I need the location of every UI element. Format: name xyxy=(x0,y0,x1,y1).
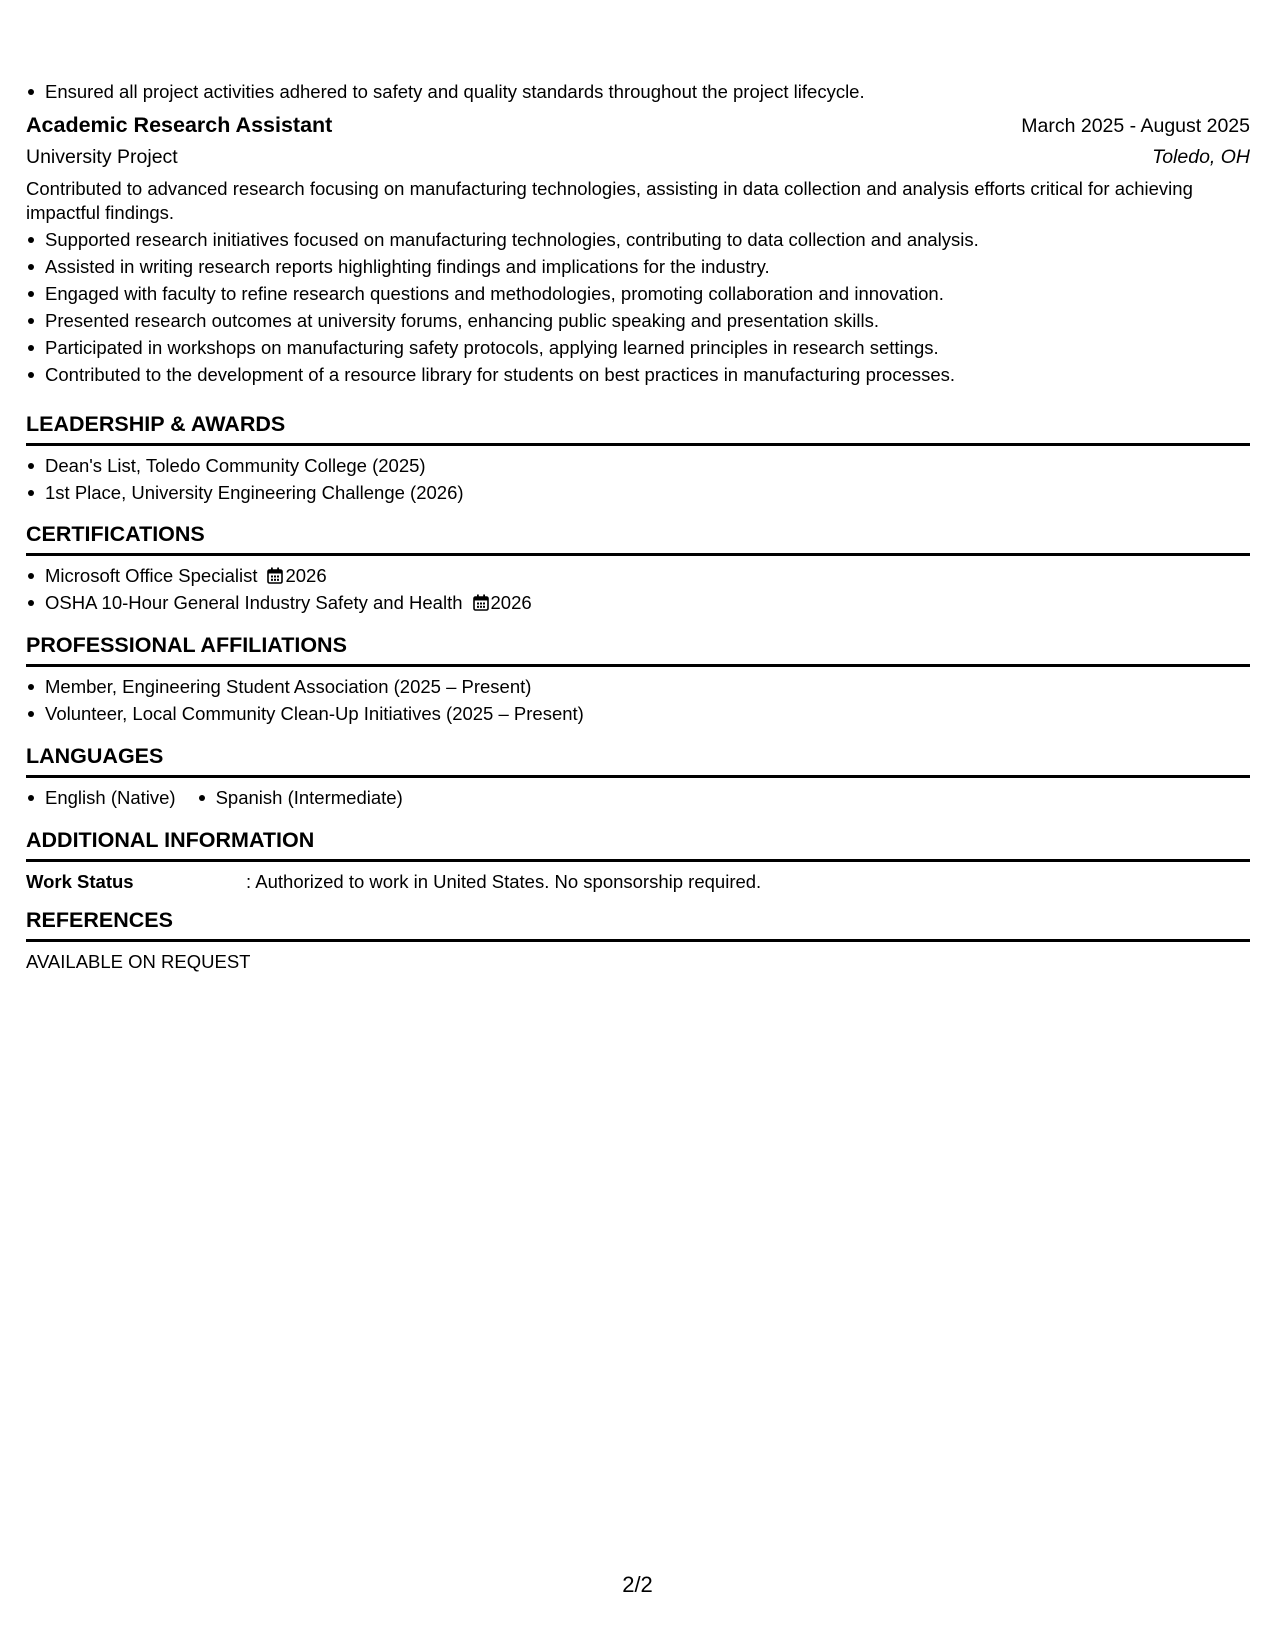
calendar-icon xyxy=(473,594,489,611)
certifications-section xyxy=(26,521,1250,616)
job-dates: March 2025 - August 2025 xyxy=(1021,115,1250,137)
job-title: Academic Research Assistant xyxy=(26,113,333,137)
list-item: Spanish (Intermediate) xyxy=(197,784,403,811)
research-job xyxy=(26,113,1250,388)
section-heading: CERTIFICATIONS xyxy=(26,521,1250,556)
list-item: Assisted in writing research reports highlighting findings and implications for the industry. xyxy=(26,253,1250,280)
leadership-section xyxy=(26,411,1250,506)
work-status-value: : Authorized to work in United States. No sponsorship required. xyxy=(246,871,762,892)
job-organization: University Project xyxy=(26,146,178,168)
list-item: Volunteer, Local Community Clean-Up Initiatives (2025 – Present) xyxy=(26,700,1250,727)
list-item xyxy=(26,562,1250,589)
list-item xyxy=(26,589,1250,616)
section-heading: ADDITIONAL INFORMATION xyxy=(26,827,1250,862)
certification-name: Microsoft Office Specialist xyxy=(45,565,258,586)
references-section xyxy=(26,907,1250,975)
certification-name: OSHA 10-Hour General Industry Safety and Health xyxy=(45,592,463,613)
leadership-list xyxy=(26,452,1250,506)
certification-year: 2026 xyxy=(490,592,532,613)
list-item: 1st Place, University Engineering Challenge (2026) xyxy=(26,479,1250,506)
job-header xyxy=(26,113,1250,138)
list-item: Member, Engineering Student Association (2025 – Present) xyxy=(26,673,1250,700)
work-status-row xyxy=(26,868,1250,895)
section-heading: LEADERSHIP & AWARDS xyxy=(26,411,1250,446)
work-status-label: Work Status xyxy=(26,871,134,892)
job-location: Toledo, OH xyxy=(1152,146,1250,168)
list-item: Supported research initiatives focused on manufacturing technologies, contributing to data collection and analysis. xyxy=(26,226,1250,253)
job-bullets xyxy=(26,226,1250,388)
certification-year: 2026 xyxy=(285,565,327,586)
list-item: Participated in workshops on manufacturing safety protocols, applying learned principles in research settings. xyxy=(26,334,1250,361)
list-item: Contributed to the development of a resource library for students on best practices in manufacturing processes. xyxy=(26,361,1250,388)
job-subheader xyxy=(26,146,1250,169)
references-text: AVAILABLE ON REQUEST xyxy=(26,951,251,972)
section-heading: PROFESSIONAL AFFILIATIONS xyxy=(26,632,1250,667)
page-number: 2/2 xyxy=(622,1572,653,1597)
section-heading: REFERENCES xyxy=(26,907,1250,942)
previous-job-bullets xyxy=(26,78,865,105)
calendar-icon xyxy=(267,567,283,584)
list-item: Ensured all project activities adhered to safety and quality standards throughout the project lifecycle. xyxy=(26,78,865,105)
list-item: Presented research outcomes at university forums, enhancing public speaking and presentation skills. xyxy=(26,307,1250,334)
job-summary: Contributed to advanced research focusing on manufacturing technologies, assisting in data collection and analysis efforts critical for achieving impactful findings. xyxy=(26,178,1193,223)
languages-list xyxy=(26,784,1250,811)
certifications-list xyxy=(26,562,1250,616)
list-item: Dean's List, Toledo Community College (2025) xyxy=(26,452,1250,479)
affiliations-section xyxy=(26,632,1250,727)
list-item: English (Native) xyxy=(26,784,176,811)
languages-section xyxy=(26,743,1250,811)
list-item: Engaged with faculty to refine research questions and methodologies, promoting collaboration and innovation. xyxy=(26,280,1250,307)
additional-info-section xyxy=(26,827,1250,895)
section-heading: LANGUAGES xyxy=(26,743,1250,778)
affiliations-list xyxy=(26,673,1250,727)
